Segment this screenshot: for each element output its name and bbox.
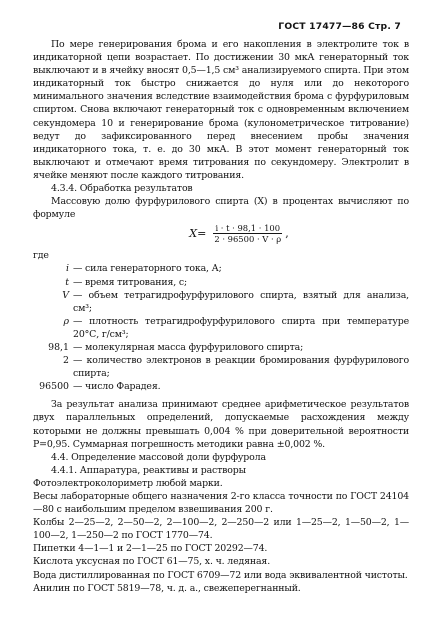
definition-item bbox=[33, 315, 409, 341]
formula-lhs: X= bbox=[189, 227, 207, 241]
reagent-item: Вода дистиллированная по ГОСТ 6709—72 или вода эквивалентной чистоты. bbox=[33, 569, 408, 581]
definition-item bbox=[33, 276, 409, 289]
formula-tail: , bbox=[285, 227, 289, 241]
definition-text: — сила генераторного тока, А; bbox=[73, 263, 222, 275]
definition-symbol: t bbox=[65, 276, 69, 288]
equipment-item: Колбы 2—25—2, 2—50—2, 2—100—2, 2—250—2 или 1—25—2, 1—50—2, 1—100—2, 1—250—2 по ГОСТ 1770—74. bbox=[33, 517, 409, 542]
definition-item bbox=[33, 380, 409, 393]
definition-symbol: ρ bbox=[63, 315, 69, 327]
equipment-item: Фотоэлектроколориметр любой марки. bbox=[33, 477, 223, 489]
formula-fraction bbox=[212, 223, 283, 244]
definition-text: — молекулярная масса фурфурилового спирта; bbox=[73, 341, 304, 353]
definition-text: — количество электронов в реакции бромирования фурфурилового спирта; bbox=[73, 355, 409, 380]
equipment-item: Весы лабораторные общего назначения 2-го класса точности по ГОСТ 24104—80 с наибольшим пределом взвешивания 200 г. bbox=[33, 491, 409, 516]
equipment-item: Пипетки 4—1—1 и 2—1—25 по ГОСТ 20292—74. bbox=[33, 543, 268, 555]
page-header: ГОСТ 17477—86 Стр. 7 bbox=[278, 21, 401, 32]
definitions-list bbox=[33, 262, 409, 393]
formula-denominator: 2 · 96500 · V · ρ bbox=[214, 234, 282, 245]
section-heading-4-4-1: 4.4.1. Аппаратура, реактивы и растворы bbox=[51, 464, 246, 476]
definition-item bbox=[33, 262, 409, 275]
formula-numerator: i · t · 98,1 · 100 bbox=[215, 223, 281, 234]
definition-item bbox=[33, 289, 409, 315]
document-body bbox=[33, 38, 409, 595]
formula-intro: Массовую долю фурфурилового спирта (X) в процентах вычисляют по формуле bbox=[33, 196, 409, 221]
definition-text: — плотность тетрагидрофурфурилового спирта при температуре 20°С, г/см³; bbox=[73, 315, 409, 340]
definition-symbol: 96500 bbox=[39, 381, 69, 393]
paragraph-titration-procedure: По мере генерирования брома и его накопления в электролите ток в индикаторной цепи возрастает. По достижении 30 мкА генераторный ток выключают и в ячейку вносят 0,5—1,5 см³ анализируемого спирта. При этом индикаторный ток быстро снижается до нуля или до некоторого минимального значения вследствие взаимодействия брома с фурфуриловым спиртом. Снова включают генераторный ток с одновременным включением секундомера 10 и генерирование брома (кулонометрическое титрование) ведут до зафиксированного перед внесением пробы значения индикаторного тока, т. е. до 30 мкА. В этот момент генераторный ток выключают и отмечают время титрования по секундомеру. Электролит в ячейке меняют после каждого титрования. bbox=[33, 39, 409, 181]
definition-item bbox=[33, 341, 409, 354]
definition-symbol: 2 bbox=[63, 355, 69, 367]
reagent-item: Анилин по ГОСТ 5819—78, ч. д. а., свежеперегнанный. bbox=[33, 582, 301, 594]
definition-symbol: i bbox=[66, 263, 69, 275]
paragraph-result: За результат анализа принимают среднее арифметическое результатов двух параллельных определений, допускаемые расхождения между которыми не должны превышать 0,004 % при доверительной вероятности P=0,95. Суммарная погрешность методики равна ±0,002 %. bbox=[33, 399, 409, 450]
definition-symbol: V bbox=[62, 289, 69, 301]
where-label: где bbox=[33, 250, 49, 262]
section-heading-4-4: 4.4. Определение массовой доли фурфурола bbox=[51, 451, 266, 463]
formula bbox=[33, 223, 409, 244]
definition-text: — время титрования, с; bbox=[73, 276, 187, 288]
definition-item bbox=[33, 354, 409, 380]
definition-text: — объем тетрагидрофурфурилового спирта, взятый для анализа, см³; bbox=[73, 289, 409, 314]
section-heading-4-3-4: 4.3.4. Обработка результатов bbox=[51, 183, 193, 195]
reagent-item: Кислота уксусная по ГОСТ 61—75, х. ч. ледяная. bbox=[33, 556, 271, 568]
definition-symbol: 98,1 bbox=[48, 341, 69, 353]
definition-text: — число Фарадея. bbox=[73, 381, 161, 393]
